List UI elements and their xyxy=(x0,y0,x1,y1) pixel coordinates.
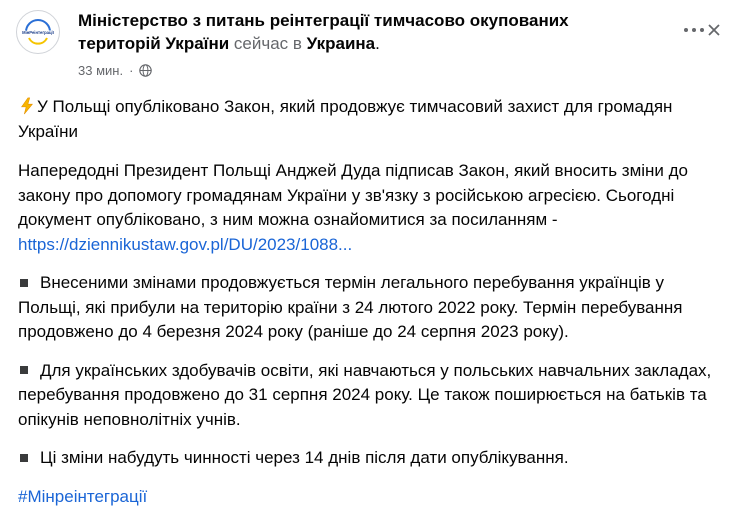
black-square-icon xyxy=(20,454,28,462)
post-paragraph xyxy=(18,159,718,257)
paragraph-text: Напередодні Президент Польщі Анджей Дуда підписав Закон, який вносить зміни до закону про допомогу громадянам України у зв'язку з російською агресією. Сьогодні документ опубліковано, з ним можна ознайомитися за посиланням - xyxy=(18,161,689,229)
black-square-icon xyxy=(20,366,28,374)
bullet-text-2: Для українських здобувачів освіти, які навчаються у польських навчальних закладах, перебування продовжено до 31 серпня 2024 року. Це також поширюється на батьків та опікунів неповнолітніх учнів. xyxy=(18,360,712,429)
page-name-link[interactable]: Міністерство з питань реінтеграції тимчасово окупованих територій України xyxy=(78,11,569,53)
post-header xyxy=(78,9,638,55)
lightning-bolt-icon xyxy=(18,97,36,115)
document-link[interactable]: https://dziennikustaw.gov.pl/DU/2023/1088... xyxy=(18,234,353,254)
post-title xyxy=(18,95,718,144)
close-button[interactable] xyxy=(700,16,728,44)
black-square-icon xyxy=(20,279,28,287)
bullet-item-2 xyxy=(18,359,718,433)
more-options-icon xyxy=(684,28,688,32)
meta-separator: · xyxy=(129,63,134,78)
hashtag-line xyxy=(18,485,718,510)
ministry-logo-icon xyxy=(17,11,59,53)
bullet-item-3 xyxy=(18,446,718,471)
post-meta xyxy=(78,63,152,78)
hashtag-link[interactable]: #Мінреінтеграції xyxy=(18,486,148,506)
post-timestamp[interactable]: 33 мин. xyxy=(78,63,124,78)
globe-icon[interactable] xyxy=(139,64,152,77)
avatar-logo-text: МінРеінтеграції xyxy=(22,30,54,35)
header-period: . xyxy=(375,34,380,53)
page-avatar[interactable] xyxy=(16,10,60,54)
bullet-text-1: Внесеними змінами продовжується термін легального перебування українців у Польщі, які прибули на територію країни з 24 лютого 2022 року. Термін перебування продовжено до 4 березня 2024 року (раніше до 24 серпня 2023 року). xyxy=(18,273,683,341)
location-link[interactable]: Украина xyxy=(306,34,376,53)
post-content xyxy=(18,95,718,509)
location-connector: сейчас в xyxy=(233,34,302,53)
close-icon xyxy=(707,23,721,37)
bullet-item-1 xyxy=(18,271,718,345)
post-title-text: У Польщі опубліковано Закон, який продовжує тимчасовий захист для громадян України xyxy=(18,97,673,141)
bullet-text-3: Ці зміни набудуть чинності через 14 днів після дати опублікування. xyxy=(40,448,569,467)
